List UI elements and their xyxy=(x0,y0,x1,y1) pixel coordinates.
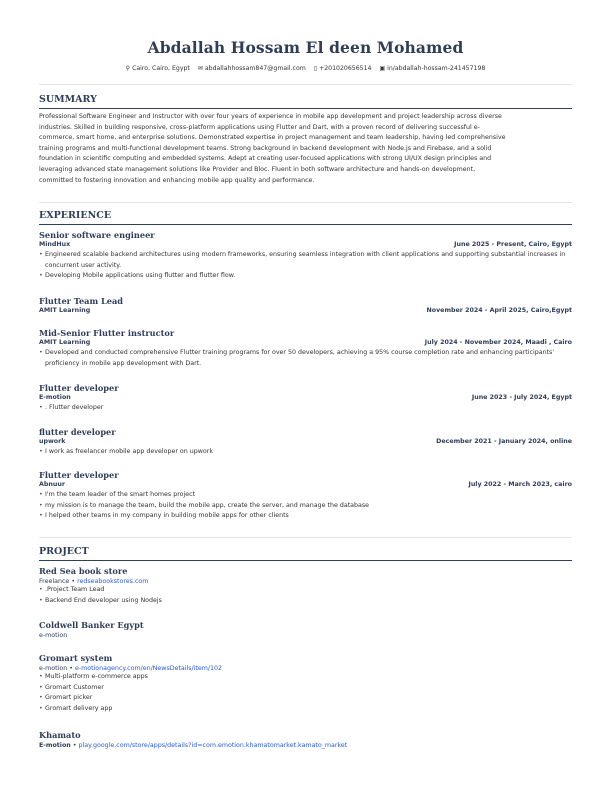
company: E-motion xyxy=(39,394,71,401)
list-item: • Backend End developer using Nodejs xyxy=(39,596,572,607)
project-name: Red Sea book store xyxy=(39,566,128,576)
job-date: December 2021 - January 2024, online xyxy=(436,438,572,445)
contact-linkedin[interactable]: ▣ in/abdallah-hossam-241457198 xyxy=(379,65,486,72)
summary-title: SUMMARY xyxy=(39,94,572,109)
list-item: • Gromart picker xyxy=(39,693,572,704)
phone-icon: ▯ xyxy=(313,65,318,72)
project-link[interactable]: e-motionagency.com/en/NewsDetails/item/102 xyxy=(74,665,223,672)
bullet-list xyxy=(39,250,572,282)
list-item: • Developed and conducted comprehensive Flutter training programs for over 50 developers, achieving a 95% course completion rate and enhancing participants' proficiency in mobile app development with Dart. xyxy=(39,348,572,369)
company: AMIT Learning xyxy=(39,339,91,346)
list-item: • I'm the team leader of the smart homes project xyxy=(39,490,572,501)
job-title: Flutter developer xyxy=(39,470,119,480)
contact-phone[interactable]: ▯ +201020656514 xyxy=(313,65,372,72)
project-entry: Red Sea book store Freelance • redseabookstores.com • .Project Team Lead • Backend End developer using Nodejs xyxy=(39,566,572,606)
company: AMIT Learning xyxy=(39,307,91,314)
experience-entry xyxy=(39,383,572,414)
experience-section xyxy=(39,210,572,225)
list-item: • my mission is to manage the team, build the mobile app, create the server, and manage the database xyxy=(39,501,572,512)
header xyxy=(39,38,572,72)
candidate-name: Abdallah Hossam El deen Mohamed xyxy=(147,38,464,57)
job-title: Flutter Team Lead xyxy=(39,296,123,306)
bullet-list xyxy=(39,672,572,714)
project-org: e-motion xyxy=(39,665,68,672)
project-entry: Gromart system e-motion • e-motionagency.com/en/NewsDetails/item/102 • Multi-platform e-commerce apps • Gromart Customer • Gromart picker • Gromart delivery app xyxy=(39,653,572,714)
job-title: Senior software engineer xyxy=(39,230,155,240)
project-name: Gromart system xyxy=(39,653,113,663)
contact-email[interactable]: ✉ abdallahhossam847@gmail.com xyxy=(197,65,306,72)
email-icon: ✉ xyxy=(197,65,203,72)
linkedin-icon: ▣ xyxy=(379,65,386,72)
project-org: Freelance xyxy=(39,578,70,585)
job-date: June 2023 - July 2024, Egypt xyxy=(471,394,572,401)
project-section xyxy=(39,546,572,561)
project-org: E-motion xyxy=(39,742,71,749)
project-entry: Khamato E-motion • play.google.com/store/apps/details?id=com.emotion.khamatomarket.kamato_market xyxy=(39,730,572,749)
project-name: Khamato xyxy=(39,730,81,740)
bullet-list xyxy=(39,447,572,458)
project-name: Coldwell Banker Egypt xyxy=(39,620,144,630)
list-item: • Developing Mobile applications using flutter and flutter flow. xyxy=(39,271,572,282)
divider xyxy=(39,84,572,85)
bullet-list xyxy=(39,490,572,522)
bullet-list xyxy=(39,585,572,606)
list-item: • Gromart delivery app xyxy=(39,704,572,715)
job-title: Flutter developer xyxy=(39,383,119,393)
bullet-list xyxy=(39,348,572,369)
project-entry xyxy=(39,620,572,639)
divider xyxy=(39,202,572,203)
list-item: • .Project Team Lead xyxy=(39,585,572,596)
job-date: July 2024 - November 2024, Maadi , Cairo xyxy=(424,339,572,346)
contact-location: ⚲ Cairo, Cairo, Egypt xyxy=(125,65,190,72)
job-date: June 2025 - Present, Cairo, Egypt xyxy=(454,241,572,248)
project-link[interactable]: redseabookstores.com xyxy=(77,578,149,585)
company: upwork xyxy=(39,438,66,445)
list-item: • I helped other teams in my company in building mobile apps for other clients xyxy=(39,511,572,522)
experience-entry xyxy=(39,230,572,282)
summary-text: Professional Software Engineer and Instructor with over four years of experience in mobile app development and project leadership across diverse industries. Skilled in building responsive, cross-platform applications using Flutter and Dart, with a proven record of delivering successful e- commerce, smart home, and enterprise solutions. Demonstrated expertise in project management and team leadership, having led comprehensive training programs and multi-functional development teams. Strong background in backend development with Node.js and Firebase, and a solid foundation in scientific computing and embedded systems. Adept at creating user-focused applications with strong UI/UX design principles and leveraging advanced state management solutions like Provider and Bloc. Fluent in both software architecture and hands-on development, committed to fostering innovation and enhancing mobile app quality and performance. xyxy=(39,113,506,184)
contact-line xyxy=(39,65,572,72)
experience-entry xyxy=(39,296,572,314)
company: MindHux xyxy=(39,241,71,248)
list-item: • Multi-platform e-commerce apps xyxy=(39,672,572,683)
experience-title: EXPERIENCE xyxy=(39,210,572,225)
experience-entry xyxy=(39,427,572,458)
job-date: July 2022 - March 2023, cairo xyxy=(468,481,572,488)
experience-entry xyxy=(39,328,572,369)
summary-section xyxy=(39,94,572,186)
job-title: Mid-Senior Flutter instructor xyxy=(39,328,175,338)
bullet-list xyxy=(39,403,572,414)
project-title: PROJECT xyxy=(39,546,572,561)
list-item: • Engineered scalable backend architectures using modern frameworks, ensuring seamless integration with client applications and supporting substantial increases in concurrent user activity. xyxy=(39,250,572,271)
job-date: November 2024 - April 2025, Cairo,Egypt xyxy=(426,307,572,314)
location-pin-icon: ⚲ xyxy=(125,65,131,72)
project-link[interactable]: play.google.com/store/apps/details?id=com.emotion.khamatomarket.kamato_market xyxy=(78,742,348,749)
experience-entry xyxy=(39,470,572,522)
company: Abnuur xyxy=(39,481,65,488)
list-item: • Gromart Customer xyxy=(39,683,572,694)
divider xyxy=(39,537,572,538)
job-title: flutter developer xyxy=(39,427,116,437)
list-item: • I work as freelancer mobile app developer on upwork xyxy=(39,447,572,458)
list-item: • . Flutter developer xyxy=(39,403,572,414)
project-org: e-motion xyxy=(39,632,68,639)
